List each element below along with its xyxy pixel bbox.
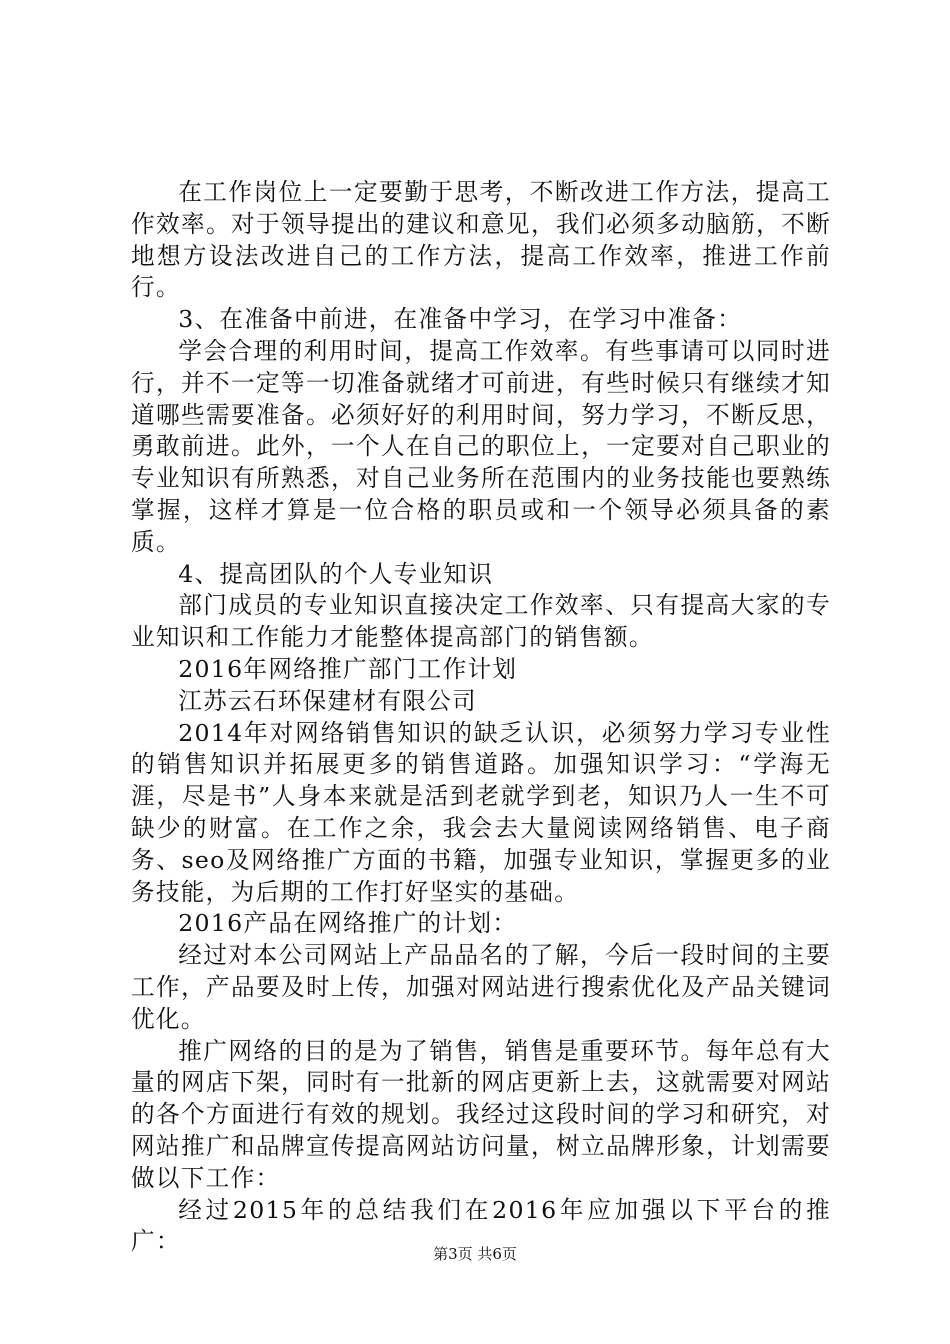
paragraph-time-management: 学会合理的利用时间，提高工作效率。有些事请可以同时进行，并不一定等一切准备就绪才可前进，有些时候只有继续才知道哪些需要准备。必须好好的利用时间，努力学习，不断反思，勇敢前进。此外，一个人在自己的职位上，一定要对自己职业的专业知识有所熟悉，对自己业务所在范围内的业务技能也要熟练掌握，这样才算是一位合格的职员或和一个领导必须具备的素质。 <box>131 336 831 556</box>
page-number-footer: 第3页 共6页 <box>433 1245 517 1263</box>
paragraph-learning: 2014年对网络销售知识的缺乏认识，必须努力学习专业性的销售知识并拓展更多的销售道路。加强知识学习：“学海无涯，尽是书”人身本来就是活到老就学到老，知识乃人一生不可缺少的财富。在工作之余，我会去大量阅读网络销售、电子商务、seo及网络推广方面的书籍，加强专业知识，掌握更多的业务技能，为后期的工作打好坚实的基础。 <box>131 718 831 906</box>
paragraph-promotion-purpose: 推广网络的目的是为了销售，销售是重要环节。每年总有大量的网店下架，同时有一批新的网店更新上去，这就需要对网站的各个方面进行有效的规划。我经过这段时间的学习和研究，对网站推广和品牌宣传提高网站访问量，树立品牌形象，计划需要做以下工作： <box>131 1036 831 1192</box>
heading-item-4: 4、提高团队的个人专业知识 <box>178 559 494 588</box>
paragraph-platforms: 经过2015年的总结我们在2016年应加强以下平台的推广： <box>131 1195 831 1256</box>
heading-item-3: 3、在准备中前进，在准备中学习，在学习中准备： <box>178 305 743 334</box>
plan-title: 2016年网络推广部门工作计划 <box>178 654 518 683</box>
company-name: 江苏云石环保建材有限公司 <box>178 686 477 715</box>
paragraph-team-knowledge: 部门成员的专业知识直接决定工作效率、只有提高大家的专业知识和工作能力才能整体提高部门的销售额。 <box>131 591 831 652</box>
document-body <box>131 177 831 1258</box>
heading-product-plan: 2016产品在网络推广的计划： <box>178 909 518 938</box>
paragraph-work-efficiency: 在工作岗位上一定要勤于思考，不断改进工作方法，提高工作效率。对于领导提出的建议和意见，我们必须多动脑筋，不断地想方设法改进自己的工作方法，提高工作效率，推进工作前行。 <box>131 178 831 302</box>
paragraph-product-upload: 经过对本公司网站上产品品名的了解，今后一段时间的主要工作，产品要及时上传，加强对网站进行搜索优化及产品关键词优化。 <box>131 941 831 1033</box>
